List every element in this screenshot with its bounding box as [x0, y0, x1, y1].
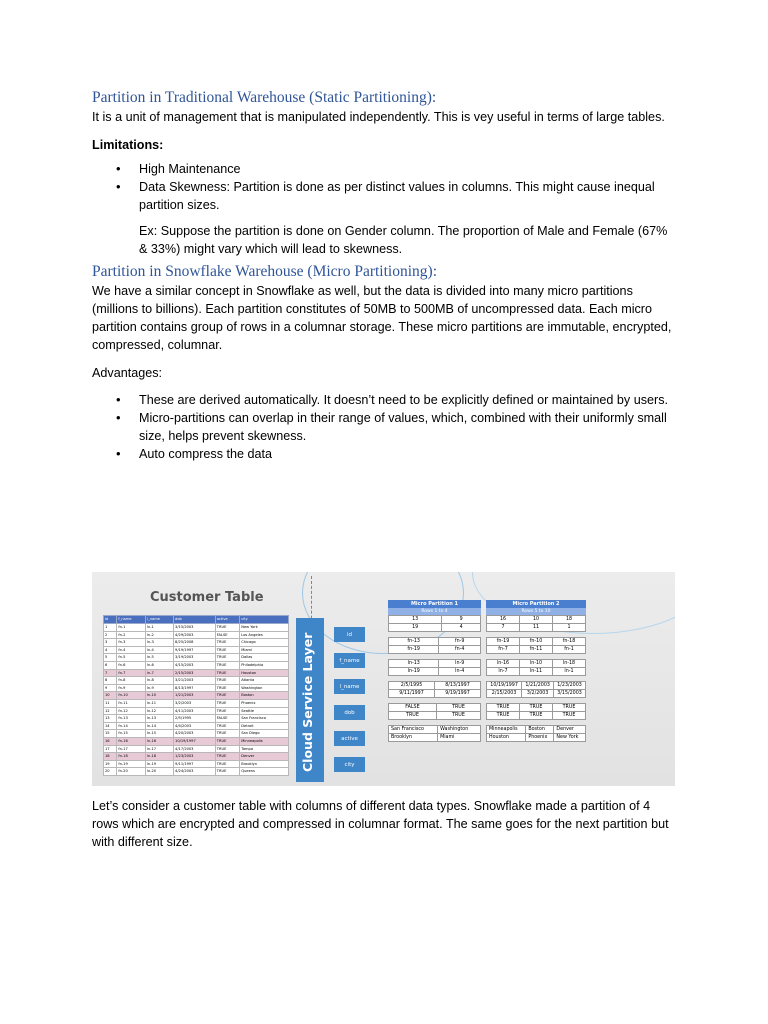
- partition-cell: Houston: [487, 734, 526, 742]
- table-cell: Boston: [240, 692, 289, 700]
- partition-cell: ln-1: [553, 668, 586, 676]
- partition-cell: fn-19: [487, 638, 520, 646]
- partition-column-block: [388, 615, 481, 632]
- table-row: [104, 654, 289, 662]
- table-header-cell: f_name: [117, 616, 146, 624]
- table-cell: fn-5: [117, 654, 146, 662]
- table-row: [104, 692, 289, 700]
- partition-cell: TRUE: [389, 712, 437, 720]
- table-cell: Atlanta: [240, 677, 289, 685]
- advantages-list: [92, 391, 677, 463]
- table-cell: 8/25/2008: [174, 639, 216, 647]
- table-row: [104, 715, 289, 723]
- limitations-list: [92, 160, 677, 214]
- table-cell: fn-1: [117, 624, 146, 632]
- list-item: • Micro-partitions can overlap in their range of values, which, combined with their uniformly small size, helps prevent skewness.: [139, 409, 677, 445]
- table-header-cell: active: [215, 616, 240, 624]
- table-cell: fn-10: [117, 692, 146, 700]
- partition-cell: ln-10: [520, 660, 553, 668]
- table-row: [104, 737, 289, 745]
- table-row: [104, 669, 289, 677]
- section-heading-micro: Partition in Snowflake Warehouse (Micro Partitioning):: [92, 263, 438, 280]
- partition-cell: fn-9: [439, 638, 481, 646]
- table-cell: ln-7: [145, 669, 173, 677]
- partition-cell: ln-4: [439, 668, 481, 676]
- partition-column-block: [486, 615, 586, 632]
- figure-title: Customer Table: [150, 590, 264, 605]
- table-cell: 3/2/2003: [174, 699, 216, 707]
- partition-cell: 18: [553, 616, 586, 624]
- table-row: [104, 722, 289, 730]
- micro-partition-figure: [92, 572, 675, 786]
- partition-cell: fn-11: [520, 646, 553, 654]
- partition-header: Micro Partition 1: [388, 600, 481, 608]
- table-cell: 4/20/2003: [174, 730, 216, 738]
- partition-cell: 13: [389, 616, 442, 624]
- table-cell: TRUE: [215, 699, 240, 707]
- table-cell: 6: [104, 661, 117, 669]
- table-row: [104, 699, 289, 707]
- table-cell: ln-20: [145, 768, 173, 776]
- table-row: [104, 730, 289, 738]
- table-cell: 10: [104, 692, 117, 700]
- column-box-l-name: l_name: [334, 679, 365, 694]
- table-cell: TRUE: [215, 722, 240, 730]
- table-cell: fn-11: [117, 699, 146, 707]
- partition-column-block: [486, 681, 586, 698]
- table-cell: TRUE: [215, 654, 240, 662]
- table-cell: 1/21/2003: [174, 692, 216, 700]
- list-item: • Data Skewness: Partition is done as per distinct values in columns. This might cause inequal partition sizes.: [139, 178, 677, 214]
- table-cell: TRUE: [215, 661, 240, 669]
- table-cell: 4/24/2003: [174, 768, 216, 776]
- table-cell: fn-6: [117, 661, 146, 669]
- table-row: [104, 760, 289, 768]
- cloud-service-layer-label: Cloud Service Layer: [300, 632, 315, 772]
- partition-cell: fn-7: [487, 646, 520, 654]
- partition-cell: ln-9: [439, 660, 481, 668]
- micro-partition-2: [486, 600, 586, 742]
- table-row: [104, 661, 289, 669]
- table-cell: ln-15: [145, 730, 173, 738]
- partition-cell: 1/23/2003: [554, 682, 586, 690]
- partition-cell: 3/2/2003: [522, 690, 554, 698]
- table-cell: 4/29/2003: [174, 631, 216, 639]
- table-cell: fn-9: [117, 684, 146, 692]
- column-box-dob: dob: [334, 705, 365, 720]
- table-cell: ln-17: [145, 745, 173, 753]
- partition-cell: 10: [520, 616, 553, 624]
- partition-column-block: [388, 681, 481, 698]
- column-box-f-name: f_name: [334, 653, 365, 668]
- table-header-cell: id: [104, 616, 117, 624]
- table-cell: 15: [104, 730, 117, 738]
- partition-cell: fn-18: [553, 638, 586, 646]
- table-cell: Brooklyn: [240, 760, 289, 768]
- partition-cell: 4: [442, 624, 481, 632]
- partition-cell: 1: [553, 624, 586, 632]
- partition-column-block: [388, 637, 481, 654]
- table-cell: ln-1: [145, 624, 173, 632]
- table-cell: fn-17: [117, 745, 146, 753]
- table-cell: ln-6: [145, 661, 173, 669]
- table-cell: FALSE: [215, 715, 240, 723]
- table-cell: 19: [104, 760, 117, 768]
- table-cell: ln-12: [145, 707, 173, 715]
- partition-column-block: [388, 725, 481, 742]
- partition-cell: Denver: [554, 726, 586, 734]
- partition-cell: Miami: [438, 734, 481, 742]
- partition-cell: San Francisco: [389, 726, 438, 734]
- table-cell: 4/11/2003: [174, 707, 216, 715]
- table-cell: ln-2: [145, 631, 173, 639]
- table-cell: Denver: [240, 753, 289, 761]
- partition-column-block: [388, 659, 481, 676]
- table-cell: TRUE: [215, 753, 240, 761]
- customer-table: [103, 615, 289, 776]
- partition-cell: fn-4: [439, 646, 481, 654]
- list-item: • High Maintenance: [139, 160, 677, 178]
- partition-cell: Phoenix: [526, 734, 554, 742]
- table-cell: 9/11/1997: [174, 760, 216, 768]
- table-cell: fn-18: [117, 753, 146, 761]
- table-cell: Miami: [240, 646, 289, 654]
- partition-header: Micro Partition 2: [486, 600, 586, 608]
- partition-cell: 9/11/1997: [389, 690, 435, 698]
- partition-cell: 2/5/1995: [389, 682, 435, 690]
- table-cell: San Francisco: [240, 715, 289, 723]
- partition-cell: Washington: [438, 726, 481, 734]
- table-cell: fn-7: [117, 669, 146, 677]
- table-cell: Tampa: [240, 745, 289, 753]
- table-cell: ln-14: [145, 722, 173, 730]
- partition-cell: New York: [554, 734, 586, 742]
- partition-cell: TRUE: [436, 712, 480, 720]
- partition-cell: TRUE: [520, 712, 553, 720]
- table-cell: 1/23/2003: [174, 753, 216, 761]
- table-cell: 8/13/1997: [174, 684, 216, 692]
- table-cell: 4/4/2003: [174, 722, 216, 730]
- partition-column-block: [486, 637, 586, 654]
- table-cell: 3/19/2003: [174, 654, 216, 662]
- list-item: • Auto compress the data: [139, 445, 677, 463]
- table-cell: TRUE: [215, 745, 240, 753]
- table-row: [104, 684, 289, 692]
- partition-cell: 9/19/1997: [435, 690, 481, 698]
- table-cell: 17: [104, 745, 117, 753]
- table-cell: ln-4: [145, 646, 173, 654]
- partition-subtitle: Rows 1 to 4: [388, 608, 481, 615]
- partition-cell: TRUE: [553, 712, 586, 720]
- section-heading-static: Partition in Traditional Warehouse (Static Partitioning):: [92, 89, 437, 106]
- partition-cell: ln-18: [553, 660, 586, 668]
- list-item: • These are derived automatically. It doesn’t need to be explicitly defined or maintained by users.: [139, 391, 677, 409]
- paragraph-static-intro: It is a unit of management that is manipulated independently. This is vey useful in terms of large tables.: [92, 110, 665, 124]
- partition-column-block: [486, 725, 586, 742]
- partition-cell: 7: [487, 624, 520, 632]
- partition-cell: 10/19/1997: [487, 682, 522, 690]
- table-cell: ln-9: [145, 684, 173, 692]
- table-row: [104, 768, 289, 776]
- table-cell: 8: [104, 677, 117, 685]
- table-cell: fn-15: [117, 730, 146, 738]
- table-cell: 3/15/2003: [174, 624, 216, 632]
- partition-cell: fn-1: [553, 646, 586, 654]
- table-cell: ln-8: [145, 677, 173, 685]
- table-cell: ln-10: [145, 692, 173, 700]
- table-cell: Queens: [240, 768, 289, 776]
- table-cell: 4/15/2003: [174, 661, 216, 669]
- table-cell: 9/19/1997: [174, 646, 216, 654]
- table-cell: fn-14: [117, 722, 146, 730]
- table-cell: 1: [104, 624, 117, 632]
- table-cell: FALSE: [215, 631, 240, 639]
- table-cell: ln-13: [145, 715, 173, 723]
- partition-column-block: [486, 703, 586, 720]
- table-row: [104, 707, 289, 715]
- table-cell: TRUE: [215, 646, 240, 654]
- partition-cell: fn-19: [389, 646, 439, 654]
- partition-cell: FALSE: [389, 704, 437, 712]
- table-cell: 9: [104, 684, 117, 692]
- table-cell: TRUE: [215, 669, 240, 677]
- table-cell: 5: [104, 654, 117, 662]
- table-row: [104, 624, 289, 632]
- table-cell: ln-3: [145, 639, 173, 647]
- table-cell: Houston: [240, 669, 289, 677]
- paragraph-micro-intro: We have a similar concept in Snowflake as well, but the data is divided into many micro partitions (millions to billions). Each partition constitutes of 50MB to 500MB of uncompressed data. Each micro partition contains group of rows in a columnar storage. These micro partitions are immutable, encrypted, compressed, columnar.: [92, 284, 672, 352]
- table-cell: TRUE: [215, 737, 240, 745]
- partition-cell: 8/13/1997: [435, 682, 481, 690]
- partition-cell: ln-13: [389, 660, 439, 668]
- partition-cell: ln-7: [487, 668, 520, 676]
- partition-cell: Boston: [526, 726, 554, 734]
- table-cell: fn-13: [117, 715, 146, 723]
- table-cell: Detroit: [240, 722, 289, 730]
- partition-cell: Minneapolis: [487, 726, 526, 734]
- example-text: Ex: Suppose the partition is done on Gender column. The proportion of Male and Female (67% & 33%) might vary which will lead to skewness.: [139, 224, 668, 256]
- table-cell: Minneapolis: [240, 737, 289, 745]
- micro-partition-1: [388, 600, 481, 742]
- partition-cell: ln-19: [389, 668, 439, 676]
- table-cell: Los Angeles: [240, 631, 289, 639]
- table-cell: 2/5/1995: [174, 715, 216, 723]
- table-cell: 2/15/2003: [174, 669, 216, 677]
- table-row: [104, 745, 289, 753]
- partition-cell: 2/15/2003: [487, 690, 522, 698]
- table-row: [104, 631, 289, 639]
- table-cell: TRUE: [215, 639, 240, 647]
- column-box-id: id: [334, 627, 365, 642]
- table-row: [104, 639, 289, 647]
- document-page: [92, 88, 677, 463]
- table-cell: ln-18: [145, 753, 173, 761]
- table-cell: ln-5: [145, 654, 173, 662]
- column-box-city: city: [334, 757, 365, 772]
- table-row: [104, 753, 289, 761]
- table-cell: 16: [104, 737, 117, 745]
- partition-cell: TRUE: [520, 704, 553, 712]
- table-cell: Seattle: [240, 707, 289, 715]
- partition-cell: TRUE: [436, 704, 480, 712]
- partition-cell: ln-11: [520, 668, 553, 676]
- partition-cell: 19: [389, 624, 442, 632]
- table-cell: fn-16: [117, 737, 146, 745]
- partition-cell: TRUE: [553, 704, 586, 712]
- table-cell: 18: [104, 753, 117, 761]
- partition-cell: fn-13: [389, 638, 439, 646]
- table-cell: fn-4: [117, 646, 146, 654]
- table-header-cell: l_name: [145, 616, 173, 624]
- table-cell: fn-20: [117, 768, 146, 776]
- table-cell: fn-12: [117, 707, 146, 715]
- table-cell: TRUE: [215, 677, 240, 685]
- partition-cell: Brooklyn: [389, 734, 438, 742]
- partition-column-block: [388, 703, 481, 720]
- table-cell: 11: [104, 699, 117, 707]
- limitations-label: Limitations:: [92, 138, 164, 152]
- partition-cell: TRUE: [487, 704, 520, 712]
- table-cell: fn-8: [117, 677, 146, 685]
- partition-cell: 16: [487, 616, 520, 624]
- table-cell: 14: [104, 722, 117, 730]
- table-cell: Chicago: [240, 639, 289, 647]
- table-cell: TRUE: [215, 692, 240, 700]
- table-cell: fn-19: [117, 760, 146, 768]
- partition-cell: ln-16: [487, 660, 520, 668]
- column-box-active: active: [334, 731, 365, 746]
- table-header-cell: dob: [174, 616, 216, 624]
- partition-cell: 1/21/2003: [522, 682, 554, 690]
- table-cell: Dallas: [240, 654, 289, 662]
- table-cell: 3: [104, 639, 117, 647]
- table-cell: TRUE: [215, 684, 240, 692]
- table-cell: 10/19/1997: [174, 737, 216, 745]
- table-cell: 4/17/2003: [174, 745, 216, 753]
- table-row: [104, 646, 289, 654]
- table-cell: San Diego: [240, 730, 289, 738]
- table-cell: Washington: [240, 684, 289, 692]
- table-header-cell: city: [240, 616, 289, 624]
- table-cell: 13: [104, 715, 117, 723]
- partition-column-block: [486, 659, 586, 676]
- partition-cell: 11: [520, 624, 553, 632]
- table-cell: 2: [104, 631, 117, 639]
- table-cell: fn-2: [117, 631, 146, 639]
- table-cell: 4: [104, 646, 117, 654]
- table-cell: 20: [104, 768, 117, 776]
- table-cell: TRUE: [215, 760, 240, 768]
- table-cell: 12: [104, 707, 117, 715]
- advantages-label: Advantages:: [92, 366, 163, 380]
- table-cell: ln-19: [145, 760, 173, 768]
- figure-caption: Let’s consider a customer table with columns of different data types. Snowflake made a partition of 4 rows which are encrypted and compressed in columnar format. The same goes for the next partition but with different size.: [92, 799, 669, 849]
- table-cell: Philadelphia: [240, 661, 289, 669]
- table-cell: TRUE: [215, 730, 240, 738]
- partition-subtitle: Rows 5 to 10: [486, 608, 586, 615]
- partition-cell: 9: [442, 616, 481, 624]
- table-cell: ln-11: [145, 699, 173, 707]
- table-cell: New York: [240, 624, 289, 632]
- table-cell: fn-3: [117, 639, 146, 647]
- table-cell: ln-16: [145, 737, 173, 745]
- table-cell: TRUE: [215, 707, 240, 715]
- partition-cell: 3/15/2003: [554, 690, 586, 698]
- table-cell: 3/21/2003: [174, 677, 216, 685]
- table-cell: TRUE: [215, 624, 240, 632]
- table-row: [104, 677, 289, 685]
- partition-cell: fn-10: [520, 638, 553, 646]
- table-cell: 7: [104, 669, 117, 677]
- table-cell: Phoenix: [240, 699, 289, 707]
- partition-cell: TRUE: [487, 712, 520, 720]
- table-cell: TRUE: [215, 768, 240, 776]
